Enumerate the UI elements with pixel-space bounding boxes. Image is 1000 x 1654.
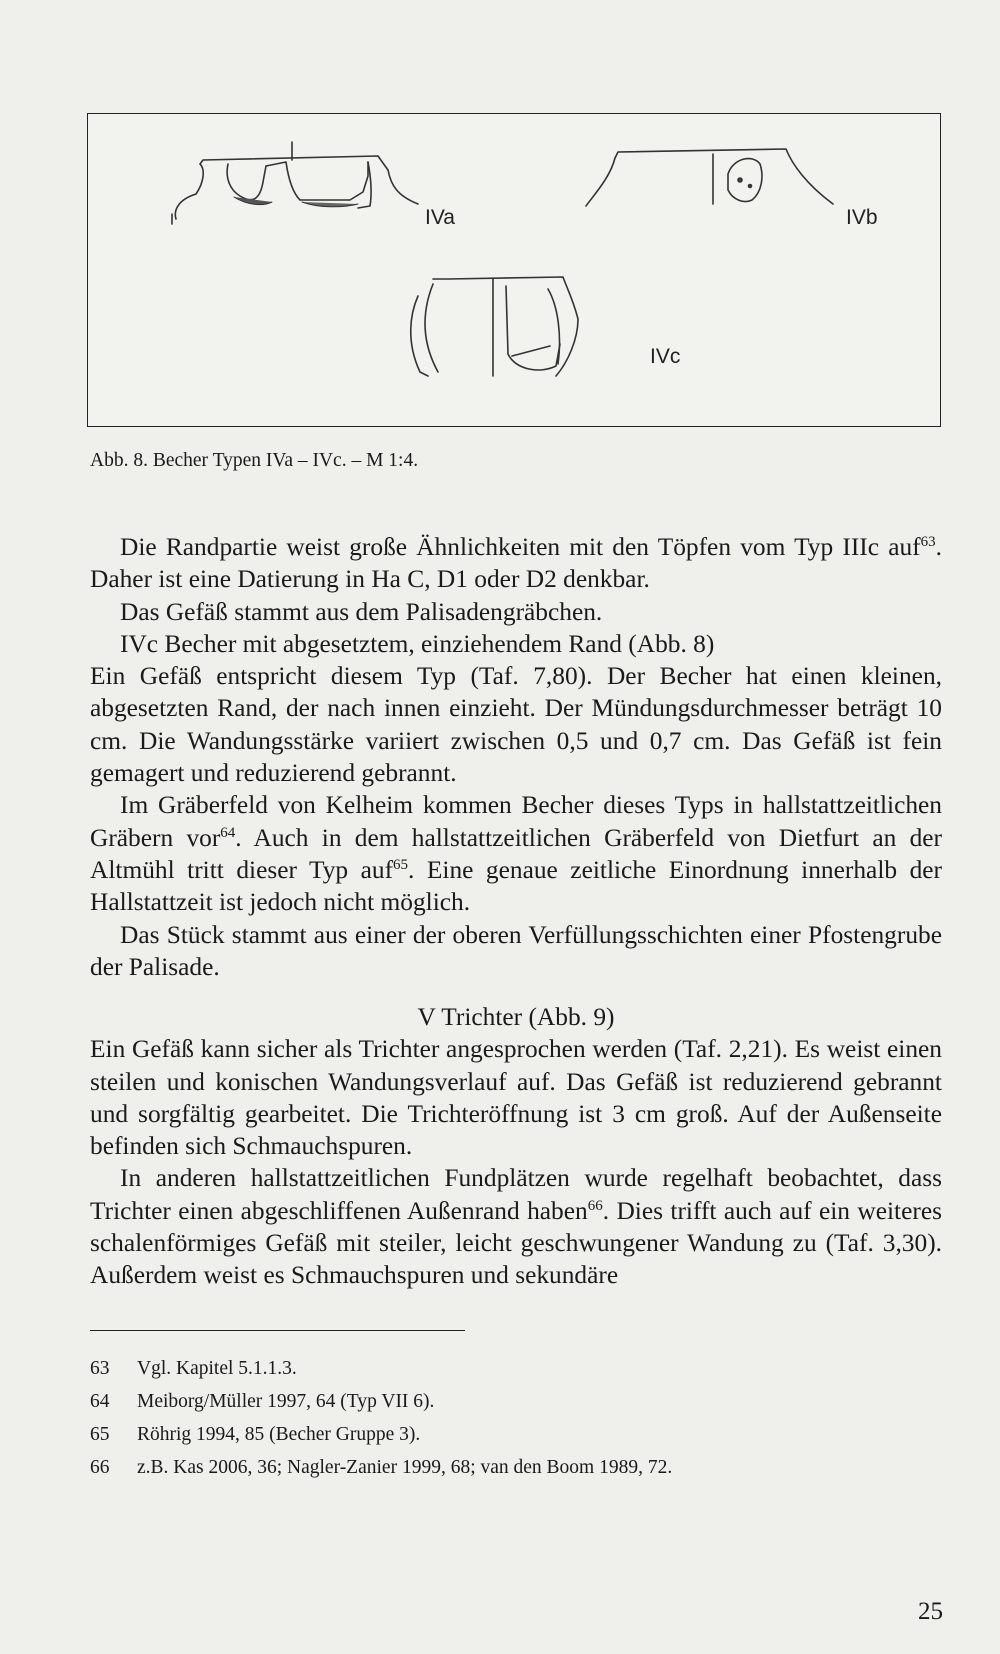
footnote-ref-65[interactable]: 65 (393, 856, 409, 873)
paragraph-kelheim: Im Gräberfeld von Kelheim kommen Becher dieses Typs in hallstattzeitlichen Gräbern vor$^{64}$. Auch in dem hallstattzeitlichen Gräberfeld von Dietfurt an der Altmühl tritt dieser Typ auf$^{65}$. Eine genaue zeitliche Einordnung innerhalb der Hallstattzeit ist jedoch nicht möglich. (90, 791, 942, 917)
footnote-item: 65 Röhrig 1994, 85 (Becher Gruppe 3). (90, 1424, 421, 1445)
figure-abb-8 (87, 113, 941, 427)
footnote-ref-64[interactable]: 64 (220, 824, 236, 841)
figure-caption: Abb. 8. Becher Typen IVa – IVc. – M 1:4. (90, 450, 419, 471)
footnote-item: 66 z.B. Kas 2006, 36; Nagler-Zanier 1999, 68; van den Boom 1989, 72. (90, 1457, 673, 1478)
pottery-drawings (88, 114, 940, 426)
body-text-lower (90, 1001, 942, 1292)
footnote-item: 63 Vgl. Kapitel 5.1.1.3. (90, 1358, 297, 1379)
paragraph-trichter-description: Ein Gefäß kann sicher als Trichter angesprochen werden (Taf. 2,21). Es weist einen steilen und konischen Wandungsverlauf auf. Das Gefäß ist reduzierend gebrannt und sorgfältig gearbeitet. Die Trichteröffnung ist 3 cm groß. Auf der Außenseite befinden sich Schmauchspuren. (90, 1035, 942, 1161)
footnote-item: 64 Meiborg/Müller 1997, 64 (Typ VII 6). (90, 1391, 435, 1412)
label-ivb: IVb (846, 206, 878, 229)
paragraph-trichter-comparison: In anderen hallstattzeitlichen Fundplätzen wurde regelhaft beobachtet, dass Trichter einen abgeschliffenen Außenrand haben$^{66}$. Dies trifft auch auf ein weiteres schalenförmiges Gefäß mit steiler, leicht geschwungener Wandung zu (Taf. 3,30). Außerdem weist es Schmauchspuren und sekundäre (90, 1164, 942, 1290)
footnote-ref-66[interactable]: 66 (587, 1197, 603, 1214)
footnotes (90, 1352, 672, 1484)
paragraph-randpartie: Die Randpartie weist große Ähnlichkeiten mit den Töpfen vom Typ IIIc auf$^{63}$. Daher ist eine Datierung in Ha C, D1 oder D2 denkbar. (90, 533, 942, 594)
page-number: 25 (918, 1598, 943, 1625)
footnote-ref-63[interactable]: 63 (920, 534, 936, 550)
body-text-upper (90, 531, 942, 983)
heading-ivc: IVc Becher mit abgesetztem, einziehendem Rand (Abb. 8) (120, 629, 715, 658)
paragraph-provenance-2: Das Stück stammt aus einer der oberen Verfüllungsschichten einer Pfostengrube der Palisade. (90, 920, 942, 981)
paragraph-ivc-description: Ein Gefäß entspricht diesem Typ (Taf. 7,80). Der Becher hat einen kleinen, abgesetzten Rand, der nach innen einzieht. Der Mündungsdurchmesser beträgt 10 cm. Die Wandungsstärke variiert zwischen 0,5 und 0,7 cm. Das Gefäß ist fein gemagert und reduzierend gebrannt. (90, 662, 942, 788)
paragraph-provenance-1: Das Gefäß stammt aus dem Palisadengräbchen. (120, 597, 603, 626)
footnote-divider (90, 1330, 465, 1331)
label-ivc: IVc (650, 345, 681, 368)
heading-v-trichter: V Trichter (Abb. 9) (417, 1003, 615, 1031)
label-iva: IVa (425, 206, 455, 229)
